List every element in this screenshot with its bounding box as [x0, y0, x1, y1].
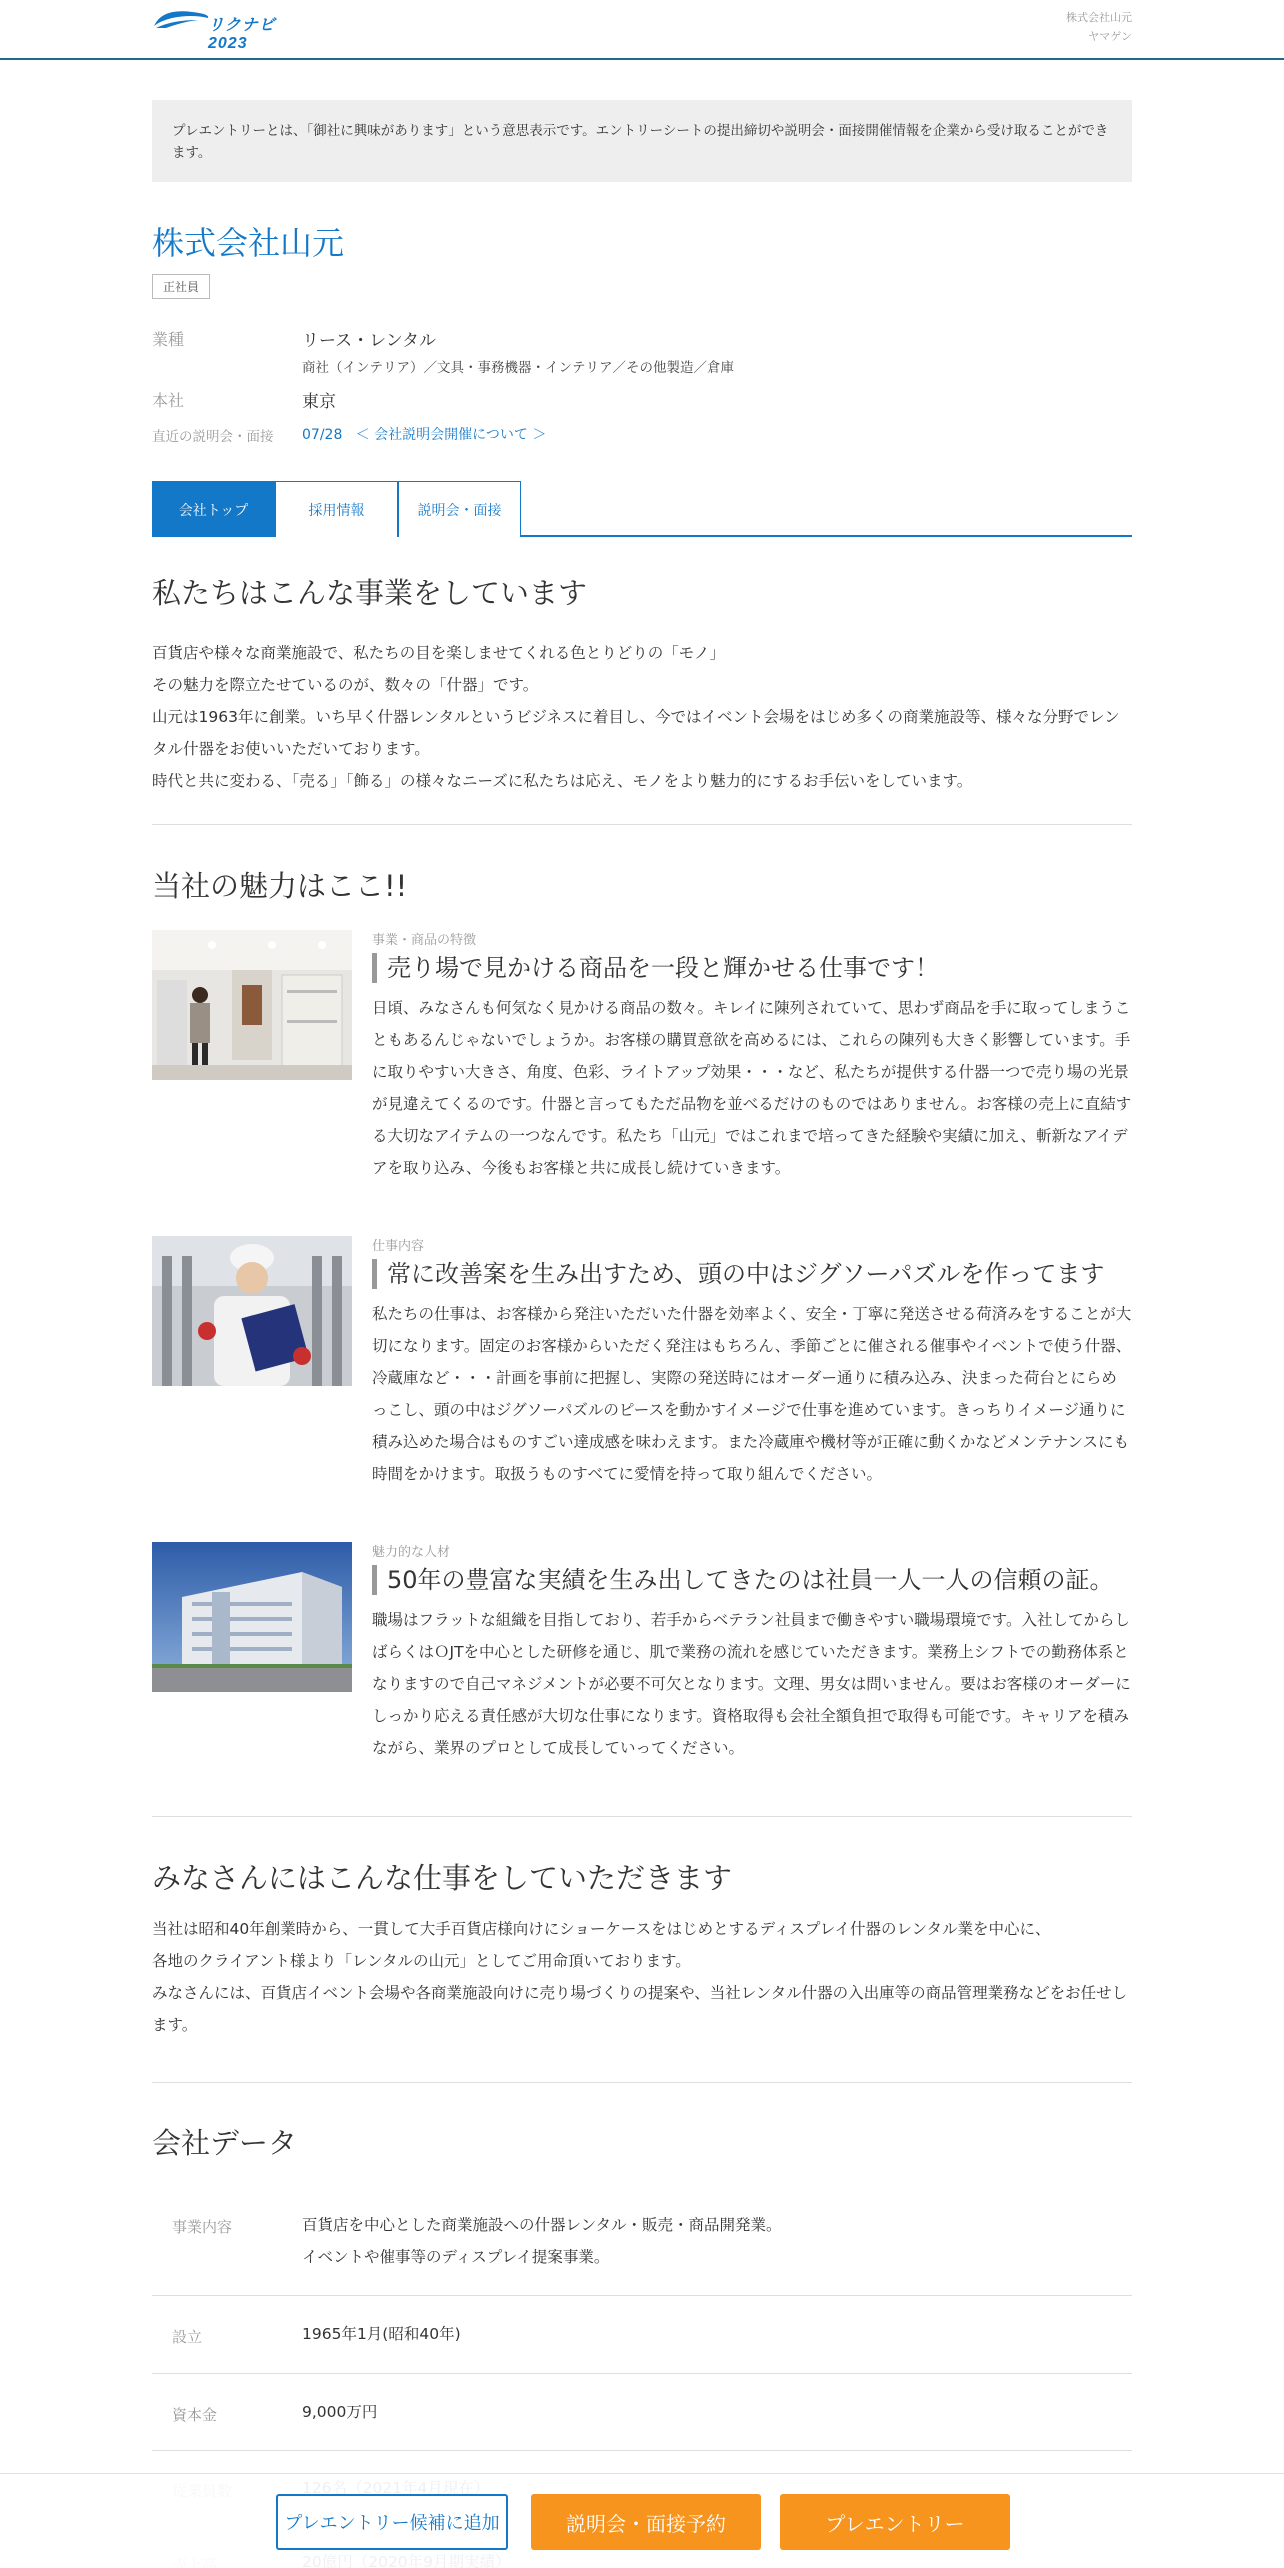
- feature-text: 日頃、みなさんも何気なく見かける商品の数々。キレイに陳列されていて、思わず商品を手に取ってしまうこともあるんじゃないでしょうか。お客様の購買意欲を高めるには、これらの陳列も大きく影響しています。手に取りやすい大きさ、角度、色彩、ライトアップ効果・・・など、私たちが提供する什器一つで売り場の光景が見違えてくるのです。什器と言ってもただ品物を並べるだけのものではありません。お客様の売上に直結する大切なアイテムの一つなんです。私たち「山元」ではこれまで培ってきた経験や実績に加え、斬新なアイデアを取り込み、今後もお客様と共に成長し続けていきます。: [372, 999, 1132, 1177]
- location-label: 本社: [152, 391, 185, 410]
- industry-value: リース・レンタル: [302, 331, 437, 351]
- header-company-name: 株式会社山元: [1066, 11, 1132, 24]
- work-title: みなさんにはこんな仕事をしていただきます: [152, 1861, 733, 1895]
- feature-title: 50年の豊富な実績を生み出してきたのは社員一人一人の信頼の証。: [372, 1565, 1114, 1595]
- work-line: 当社は昭和40年創業時から、一貫して大手百貨店様向けにショーケースをはじめとするディスプレイ什器のレンタル業を中心に、: [152, 1920, 1051, 1938]
- data-row-value: 1965年1月(昭和40年): [302, 2325, 461, 2343]
- data-row-label: 設立: [172, 2328, 203, 2346]
- location-value: 東京: [302, 392, 336, 412]
- business-text: [152, 637, 1132, 797]
- section-divider: [152, 824, 1132, 825]
- section-divider: [152, 2082, 1132, 2083]
- work-text: [152, 1913, 1132, 2041]
- company-data-title: 会社データ: [152, 2126, 298, 2160]
- event-date: 07/28: [302, 427, 343, 443]
- pre-entry-notice: [152, 100, 1132, 182]
- logo-text: リクナビ 2023: [208, 17, 276, 52]
- tab-seminar-interview[interactable]: 説明会・面接: [398, 481, 521, 537]
- section-divider: [152, 1816, 1132, 1817]
- data-row-line: 百貨店を中心とした商業施設への什器レンタル・販売・商品開発業。: [302, 2216, 782, 2234]
- event-link[interactable]: [302, 424, 546, 444]
- table-row-divider: [152, 2450, 1132, 2451]
- feature-title: 売り場で見かける商品を一段と輝かせる仕事です！: [372, 953, 939, 983]
- reserve-seminar-button[interactable]: 説明会・面接予約: [531, 2494, 761, 2550]
- company-title: 株式会社山元: [152, 224, 345, 262]
- business-line: その魅力を際立たせているのが、数々の「什器」です。: [152, 676, 539, 694]
- company-tabs: [152, 481, 1132, 537]
- business-line: 時代と共に変わる、「売る」「飾る」の様々なニーズに私たちは応え、モノをより魅力的にするお手伝いをしています。: [152, 772, 973, 790]
- feature-category: 仕事内容: [372, 1239, 425, 1254]
- business-line: 山元は1963年に創業。いち早く什器レンタルというビジネスに着目し、今ではイベント会場をはじめ多くの商業施設等、様々な分野でレンタル什器をお使いいただいております。: [152, 708, 1120, 758]
- work-line: みなさんには、百貨店イベント会場や各商業施設向けに売り場づくりの提案や、当社レンタル什器の入出庫等の商品管理業務などをお任せします。: [152, 1984, 1128, 2034]
- rikunabi-logo[interactable]: [152, 6, 302, 52]
- employment-badge: 正社員: [152, 274, 210, 299]
- data-row-value: [302, 2209, 782, 2273]
- industry-label: 業種: [152, 330, 185, 349]
- notice-text: プレエントリーとは、「御社に興味があります」という意思表示です。エントリーシートの提出締切や説明会・面接開催情報を企業から受け取ることができます。: [172, 123, 1109, 161]
- store-photo: [152, 930, 352, 1080]
- site-header: [0, 0, 1284, 60]
- appeal-title: 当社の魅力はここ!!: [152, 869, 408, 903]
- work-line: 各地のクライアント様より「レンタルの山元」としてご用命頂いております。: [152, 1952, 691, 1970]
- tab-recruitment-info[interactable]: 採用情報: [275, 481, 398, 537]
- feature-category: 魅力的な人材: [372, 1545, 451, 1560]
- warehouse-photo: [152, 1542, 352, 1692]
- data-row-line: イベントや催事等のディスプレイ提案事業。: [302, 2248, 610, 2266]
- add-candidate-button[interactable]: プレエントリー候補に追加: [276, 2494, 508, 2550]
- business-line: 百貨店や様々な商業施設で、私たちの目を楽しませてくれる色とりどりの「モノ」: [152, 644, 726, 662]
- event-label: 直近の説明会・面接: [152, 429, 274, 445]
- table-row-divider: [152, 2373, 1132, 2374]
- pre-entry-button[interactable]: プレエントリー: [780, 2494, 1010, 2550]
- data-row-value: 9,000万円: [302, 2403, 378, 2421]
- feature-text: 私たちの仕事は、お客様から発注いただいた什器を効率よく、安全・丁寧に発送させる荷済みをすることが大切になります。固定のお客様からいただく発注はもちろん、季節ごとに催される催事やイベントで使う什器、冷蔵庫など・・・計画を事前に把握し、実際の発送時にはオーダー通りに積み込み、決まった荷台とにらめっこし、頭の中はジグソーパズルのピースを動かすイメージで仕事を進めています。きっちりイメージ通りに積み込めた場合はものすごい達成感を味わえます。また冷蔵庫や機材等が正確に動くかなどメンテナンスにも時間をかけます。取扱うものすべてに愛情を持って取り組んでください。: [372, 1305, 1132, 1483]
- industry-sub: 商社（インテリア）／文具・事務機器・インテリア／その他製造／倉庫: [302, 360, 734, 376]
- logo-swoosh-icon: [152, 6, 212, 34]
- data-row-label: 資本金: [172, 2406, 218, 2424]
- business-title: 私たちはこんな事業をしています: [152, 576, 588, 610]
- header-company: [1066, 8, 1132, 46]
- worker-photo: [152, 1236, 352, 1386]
- data-row-label: 事業内容: [172, 2218, 233, 2236]
- header-company-kana: ヤマゲン: [1088, 30, 1132, 43]
- table-row-divider: [152, 2295, 1132, 2296]
- feature-category: 事業・商品の特徴: [372, 933, 477, 948]
- event-link-text: ＜ 会社説明会開催について ＞: [355, 427, 547, 443]
- tab-company-top[interactable]: 会社トップ: [152, 481, 275, 537]
- feature-title: 常に改善案を生み出すため、頭の中はジグソーパズルを作ってます: [372, 1259, 1104, 1289]
- feature-text: 職場はフラットな組織を目指しており、若手からベテラン社員まで働きやすい職場環境です。入社してからしばらくはＯJTを中心とした研修を通じ、肌で業務の流れを感じていただきます。業務上シフトでの勤務体系となりますので自己マネジメントが必要不可欠となります。文理、男女は問いません。要はお客様のオーダーにしっかり応える責任感が大切な仕事になります。資格取得も会社全額負担で取得も可能です。キャリアを積みながら、業界のプロとして成長していってください。: [372, 1611, 1131, 1757]
